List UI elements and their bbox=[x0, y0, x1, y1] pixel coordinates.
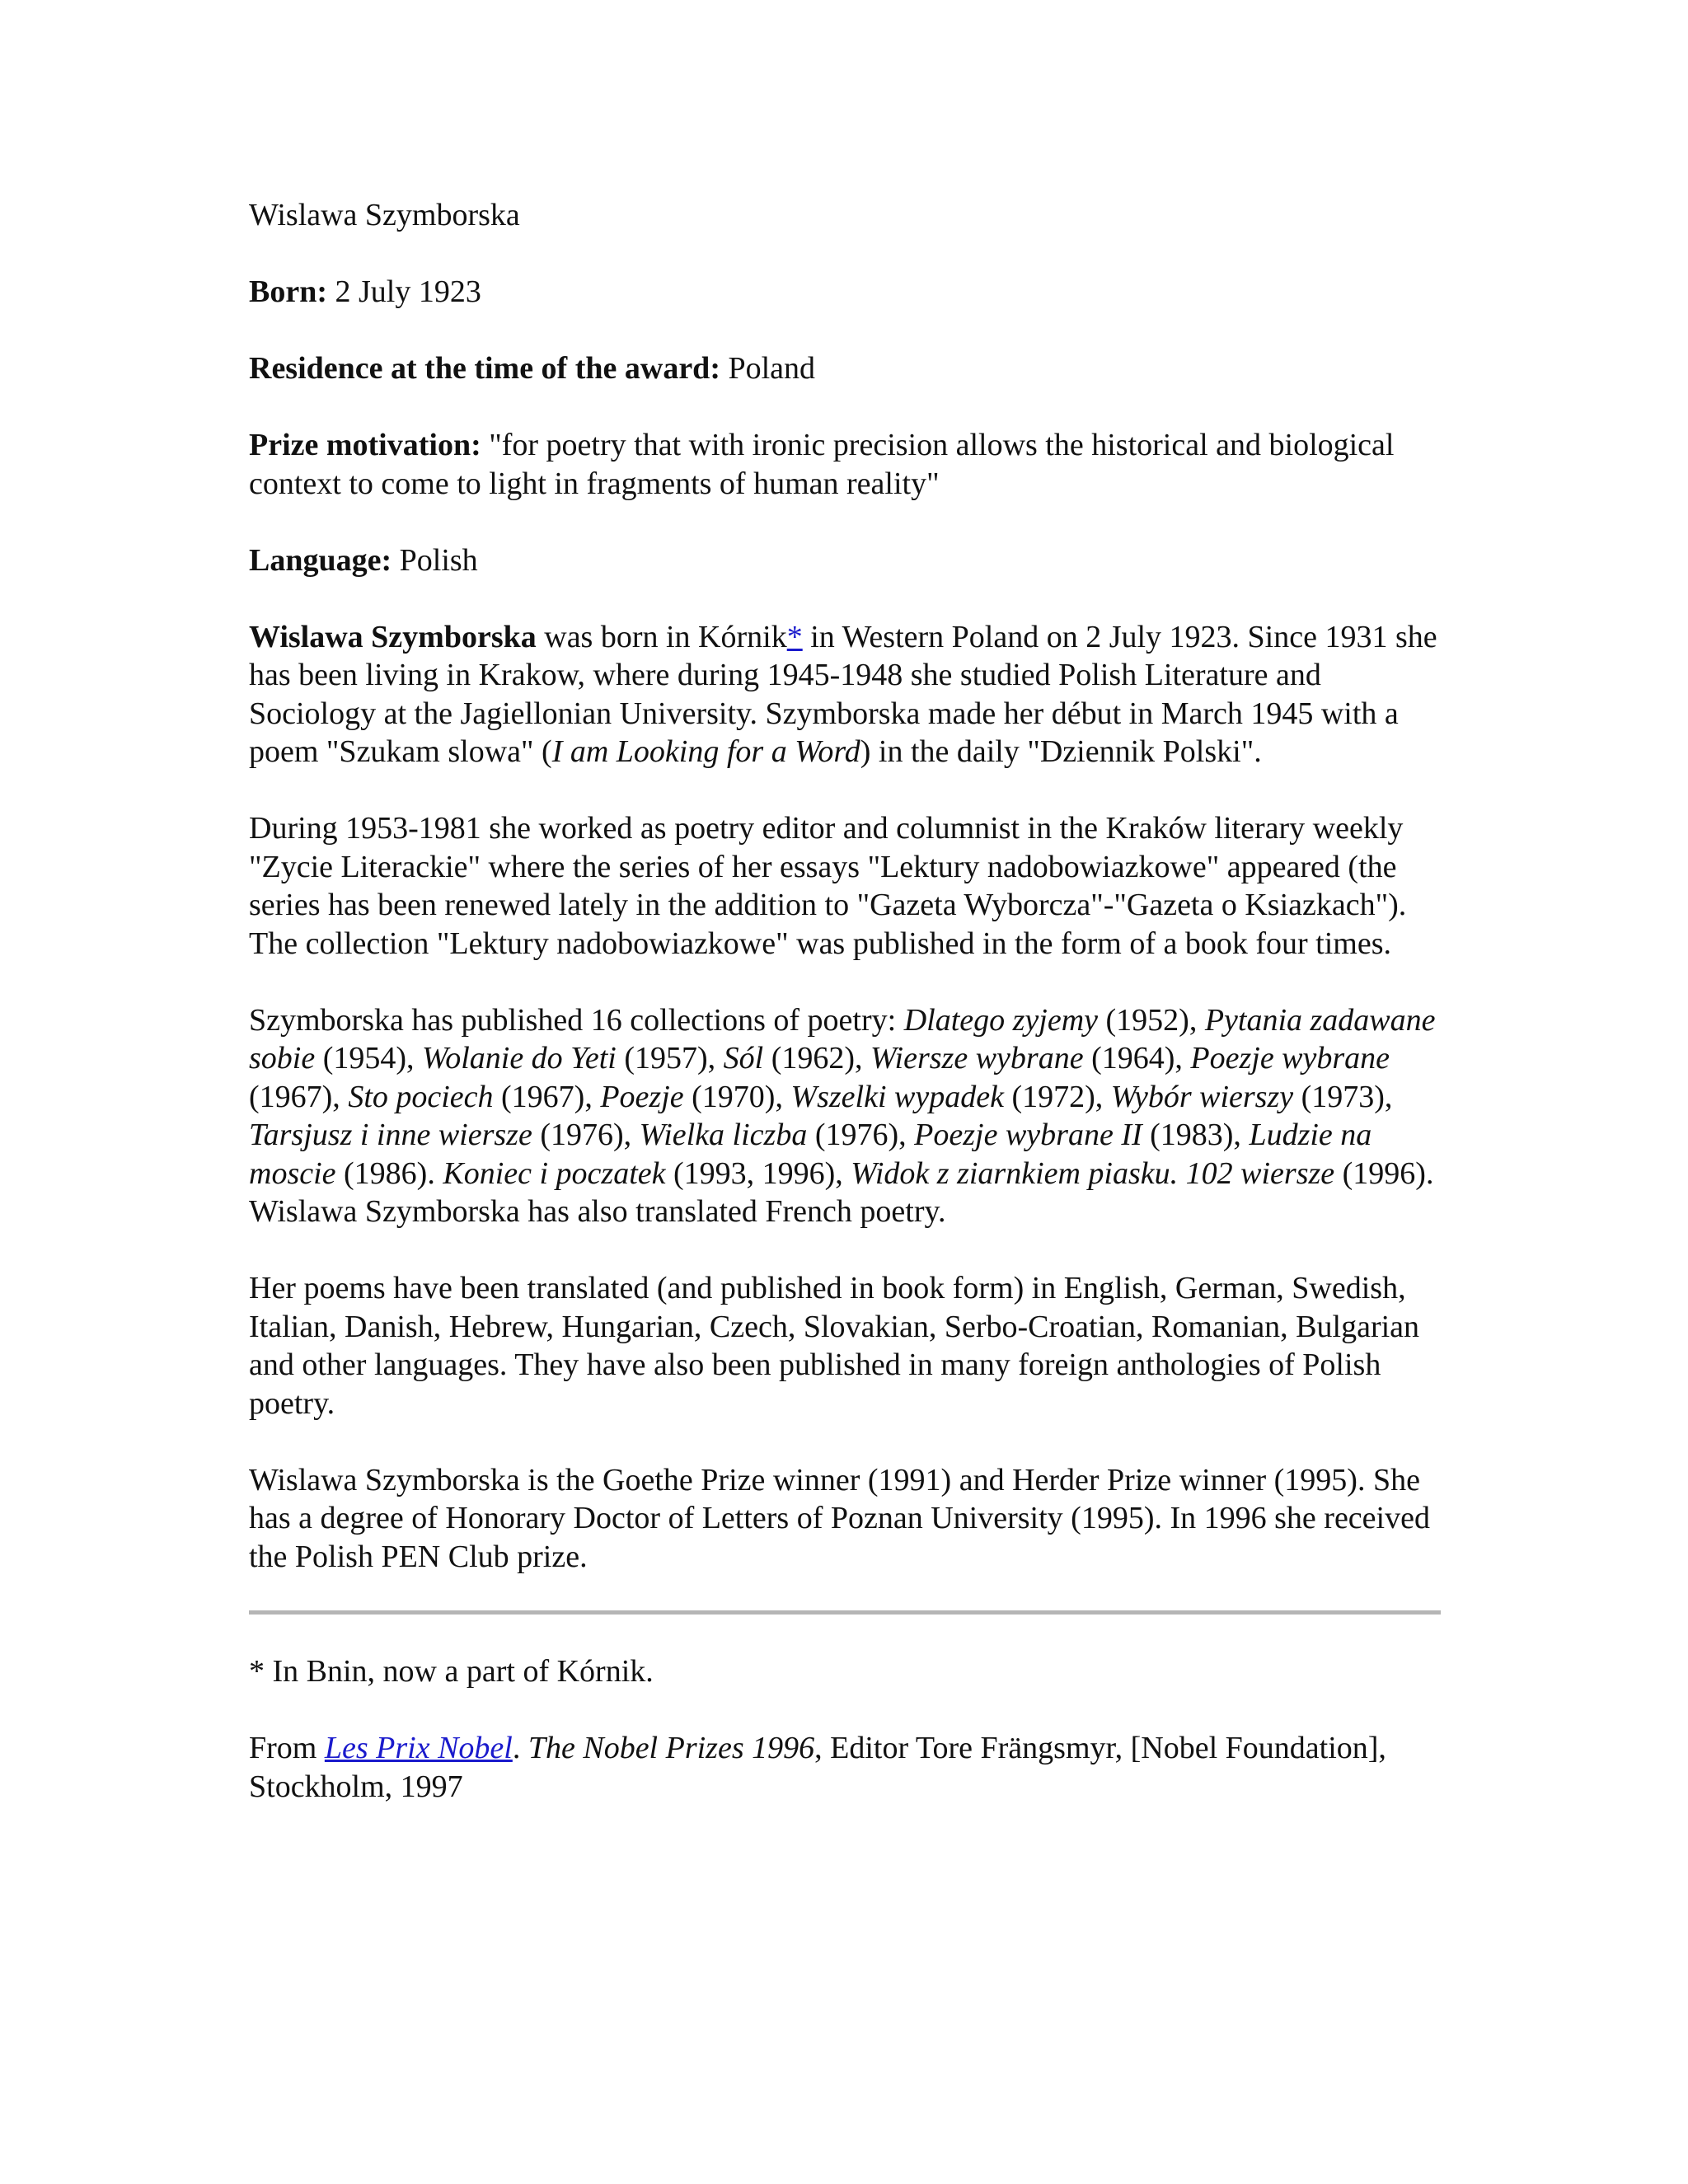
les-prix-nobel-link[interactable] bbox=[325, 1731, 513, 1765]
work-year: (1993, 1996), bbox=[665, 1155, 851, 1191]
work-year: (1986). bbox=[335, 1155, 443, 1191]
work-title: Tarsjusz i inne wiersze bbox=[249, 1118, 532, 1152]
source-citation bbox=[249, 1729, 1444, 1806]
work-year: (1972), bbox=[1003, 1079, 1111, 1114]
language-value: Polish bbox=[399, 542, 478, 578]
poem-title: I am Looking for a Word bbox=[551, 734, 860, 769]
work-title: Wybór wierszy bbox=[1110, 1079, 1294, 1114]
work-year: (1957), bbox=[616, 1041, 724, 1076]
source-sep: . bbox=[512, 1731, 528, 1765]
residence-label: Residence at the time of the award: bbox=[249, 351, 720, 386]
work-title: Wiersze wybrane bbox=[870, 1041, 1084, 1076]
work-year: (1996). bbox=[1334, 1155, 1434, 1191]
work-year: (1967), bbox=[249, 1079, 349, 1114]
bio-name: Wislawa Szymborska bbox=[249, 619, 537, 654]
link-text: Les Prix Nobel bbox=[324, 1731, 513, 1765]
work-title: Poezje wybrane bbox=[1190, 1041, 1390, 1076]
work-title: Dlatego zyjemy bbox=[903, 1002, 1099, 1038]
work-year: (1983), bbox=[1142, 1118, 1250, 1152]
bio-paragraph-1 bbox=[249, 618, 1444, 771]
motivation-label: Prize motivation: bbox=[249, 428, 481, 462]
work-title: Poezje bbox=[600, 1079, 684, 1114]
book-title: The Nobel Prizes 1996 bbox=[528, 1731, 815, 1765]
work-title: Ludzie na moscie bbox=[249, 1118, 1372, 1191]
footnote-link[interactable]: * bbox=[786, 619, 803, 654]
bio-text: ) in the daily "Dziennik Polski". bbox=[860, 734, 1262, 769]
work-title: Wolanie do Yeti bbox=[422, 1041, 617, 1076]
motivation-line bbox=[249, 426, 1444, 503]
work-year: (1967), bbox=[493, 1079, 601, 1114]
laureate-name: Wislawa Szymborska bbox=[249, 198, 520, 232]
motivation-value: "for poetry that with ironic precision allows the historical and biological context to come to light in fragments of human reality" bbox=[249, 428, 1395, 501]
work-year: (1970), bbox=[683, 1079, 791, 1114]
bio-paragraph-4: Her poems have been translated (and published in book form) in English, German, Swedish, Italian, Danish, Hebrew, Hungarian, Czech, Slovakian, Serbo-Croatian, Romanian, Bulgarian and other languages. They have also been published in many foreign anthologies of Polish poetry. bbox=[249, 1271, 1420, 1421]
bio-paragraph-2: During 1953-1981 she worked as poetry editor and columnist in the Kraków literary weekly "Zycie Literackie" where the series of her essays "Lektury nadobowiazkowe" appeared (the series has been renewed lately in the addition to "Gazeta Wyborcza"-"Gazeta o Ksiazkach"). The collection "Lektury nadobowiazkowe" was published in the form of a book four times. bbox=[249, 811, 1407, 961]
residence-value: Poland bbox=[728, 351, 816, 386]
divider bbox=[249, 1610, 1441, 1615]
born-line bbox=[249, 273, 1444, 312]
bio-paragraph-5: Wislawa Szymborska is the Goethe Prize winner (1991) and Herder Prize winner (1995). She has a degree of Honorary Doctor of Letters of Poznan University (1995). In 1996 she received the Polish PEN Club prize. bbox=[249, 1462, 1430, 1574]
work-title: Poezje wybrane II bbox=[914, 1118, 1142, 1152]
footnote: * In Bnin, now a part of Kórnik. bbox=[249, 1654, 654, 1689]
work-year: (1973), bbox=[1293, 1079, 1393, 1114]
bio-text: Szymborska has published 16 collections of poetry: bbox=[249, 1002, 904, 1038]
born-value: 2 July 1923 bbox=[335, 274, 481, 309]
born-label: Born: bbox=[249, 274, 327, 309]
work-year: (1962), bbox=[763, 1041, 870, 1076]
work-title: Pytania zadawane sobie bbox=[249, 1002, 1436, 1076]
work-title: Koniec i poczatek bbox=[443, 1155, 666, 1191]
source-rest: , Editor Tore Frängsmyr, [Nobel Foundation], Stockholm, 1997 bbox=[249, 1731, 1386, 1804]
bio-text: in Western Poland on 2 July 1923. Since 1931 she has been living in Krakow, where during 1945-1948 she studied Polish Literature and Sociology at the Jagiellonian University. Szymborska made her début in March 1945 with a poem "Szukam slowa" ( bbox=[249, 619, 1437, 769]
source-prefix: From bbox=[249, 1731, 325, 1765]
residence-line bbox=[249, 349, 1444, 388]
language-label: Language: bbox=[249, 542, 392, 578]
work-title: Wszelki wypadek bbox=[790, 1079, 1004, 1114]
language-line bbox=[249, 541, 1444, 580]
work-title: Sól bbox=[723, 1041, 764, 1076]
work-year: (1952), bbox=[1098, 1002, 1205, 1038]
work-year: (1964), bbox=[1083, 1041, 1191, 1076]
bio-paragraph-3 bbox=[249, 1001, 1444, 1231]
work-year: (1954), bbox=[315, 1041, 423, 1076]
document-page bbox=[249, 196, 1444, 1844]
bio-text: Wislawa Szymborska has also translated French poetry. bbox=[249, 1194, 946, 1229]
work-title: Wielka liczba bbox=[639, 1118, 808, 1152]
bio-text: was born in Kórnik bbox=[544, 619, 787, 654]
work-year: (1976), bbox=[807, 1118, 915, 1152]
work-title: Sto pociech bbox=[348, 1079, 494, 1114]
work-year: (1976), bbox=[532, 1118, 640, 1152]
work-title: Widok z ziarnkiem piasku. 102 wiersze bbox=[851, 1155, 1335, 1191]
